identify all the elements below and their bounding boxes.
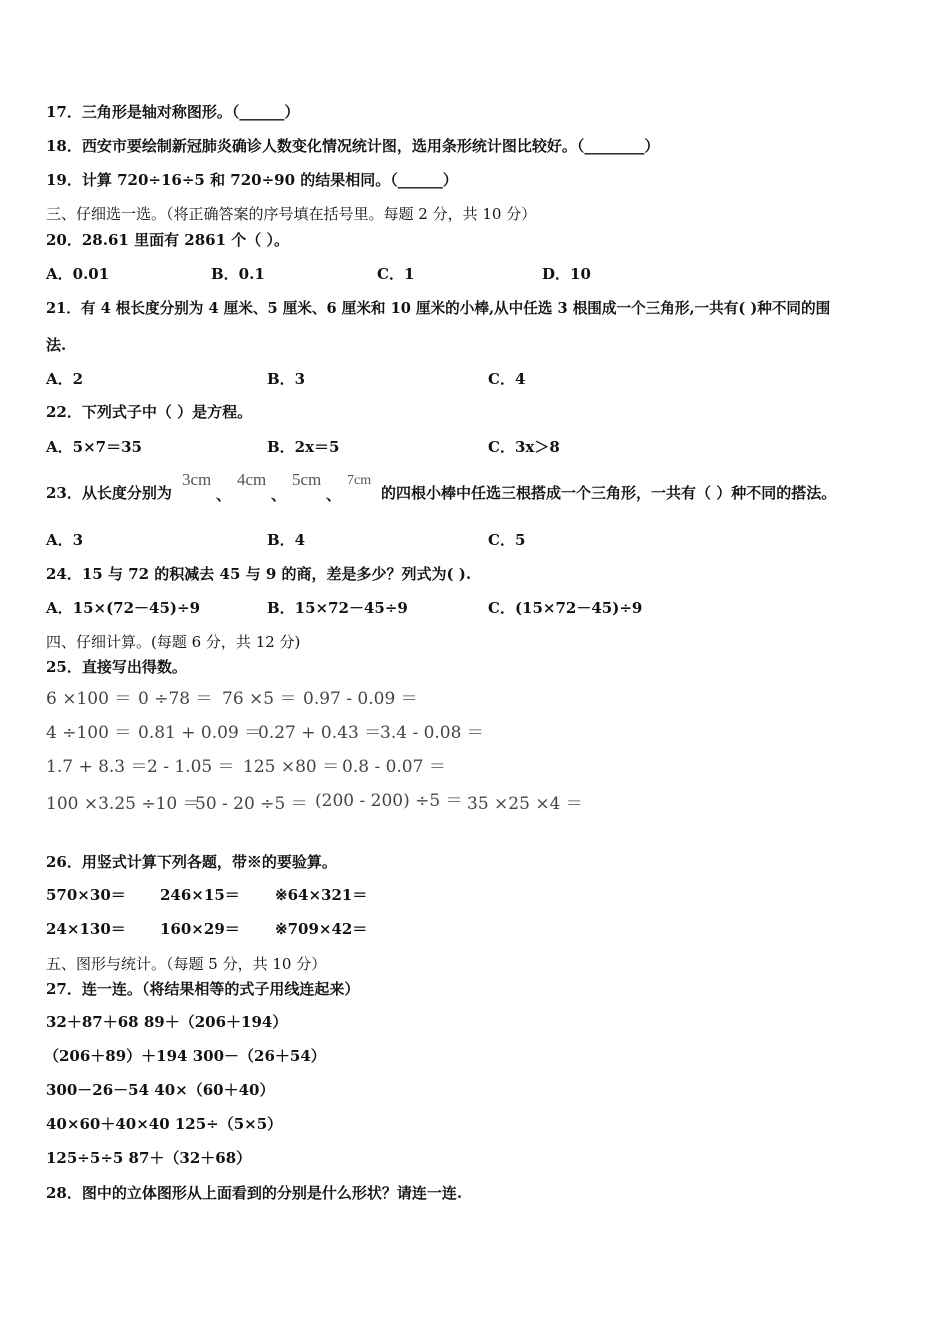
question-25-stem: 25．直接写出得数。: [46, 658, 187, 676]
q25-r1-c2: 0 ÷78 ＝: [138, 689, 213, 709]
question-18: [46, 136, 659, 156]
q27-row-1: 32＋87＋68 89＋（206＋194）: [46, 1013, 288, 1031]
q21-option-b[interactable]: B．3: [267, 370, 306, 388]
q18-text: 18．西安市要绘制新冠肺炎确诊人数变化情况统计图，选用条形统计图比较好。（: [46, 137, 585, 155]
q23-length-7cm: 7cm: [347, 473, 372, 488]
q20-option-c[interactable]: C．1: [377, 265, 415, 283]
q23-option-a[interactable]: A．3: [46, 531, 84, 549]
question-27-stem: 27．连一连。（将结果相等的式子用线连起来）: [46, 980, 360, 998]
question-24-stem: 24．15 与 72 的积减去 45 与 9 的商，差是多少？列式为( ).: [46, 565, 472, 583]
q18-answer-blank[interactable]: ________: [584, 137, 645, 155]
section-5-heading: 五、图形与统计。（每题 5 分，共 10 分）: [46, 955, 327, 973]
q25-r2-c2: 0.81 + 0.09 ＝: [138, 723, 262, 743]
question-21-stem-line1: 21．有 4 根长度分别为 4 厘米、5 厘米、6 厘米和 10 厘米的小棒,从中任选 3 根围成一个三角形,一共有( )种不同的围: [46, 300, 831, 317]
question-22-stem: 22．下列式子中（ ）是方程。: [46, 403, 253, 421]
question-23-stem-start: 23．从长度分别为: [46, 484, 172, 502]
question-28-stem: 28．图中的立体图形从上面看到的分别是什么形状？请连一连.: [46, 1184, 463, 1202]
q27-row-5: 125÷5÷5 87＋（32＋68）: [46, 1149, 252, 1167]
q25-r2-c1: 4 ÷100 ＝: [46, 723, 132, 743]
q26-r2-c3: ※709×42＝: [275, 920, 368, 938]
question-23-stem-end: 的四根小棒中任选三根搭成一个三角形，一共有（ ）种不同的搭法。: [381, 484, 837, 502]
q26-r1-c2: 246×15＝: [160, 886, 240, 904]
q25-r1-c3: 76 ×5 ＝: [222, 689, 297, 709]
q19-end: ）: [442, 171, 458, 189]
q25-r3-c2: 2 - 1.05 ＝: [147, 757, 235, 777]
q23-separator-1: 、: [216, 486, 232, 504]
q22-option-c[interactable]: C．3x＞8: [488, 438, 560, 456]
section-4-heading: 四、仔细计算。(每题 6 分，共 12 分): [46, 633, 301, 651]
q25-r4-c4: 35 ×25 ×4 ＝: [467, 794, 583, 814]
q23-length-5cm: 5cm: [292, 470, 322, 489]
q17-answer-blank[interactable]: ______: [239, 103, 285, 121]
q25-r3-c1: 1.7 + 8.3 ＝: [46, 757, 148, 777]
question-19: [46, 170, 458, 190]
q25-r4-c2: 50 - 20 ÷5 ＝: [195, 794, 308, 814]
q18-end: ）: [644, 137, 660, 155]
q26-r1-c3: ※64×321＝: [275, 886, 368, 904]
q25-r3-c4: 0.8 - 0.07 ＝: [342, 757, 446, 777]
q27-row-3: 300－26－54 40×（60＋40）: [46, 1081, 275, 1099]
question-21-stem-line2: 法.: [46, 336, 67, 354]
q25-r2-c4: 3.4 - 0.08 ＝: [380, 723, 484, 743]
q25-r4-c3: (200 - 200) ÷5 ＝: [315, 791, 463, 811]
q19-text: 19．计算 720÷16÷5 和 720÷90 的结果相同。（: [46, 171, 398, 189]
q23-option-c[interactable]: C．5: [488, 531, 526, 549]
q25-r1-c1: 6 ×100 ＝: [46, 689, 132, 709]
q27-row-2: （206＋89）＋194 300－（26＋54）: [44, 1047, 326, 1065]
q20-option-b[interactable]: B．0.1: [211, 265, 265, 283]
section-3-heading: 三、仔细选一选。（将正确答案的序号填在括号里。每题 2 分，共 10 分）: [46, 205, 537, 223]
question-26-stem: 26．用竖式计算下列各题，带※的要验算。: [46, 853, 337, 871]
q20-option-d[interactable]: D．10: [542, 265, 591, 283]
q21-option-c[interactable]: C．4: [488, 370, 526, 388]
q25-r2-c3: 0.27 + 0.43 ＝: [258, 723, 382, 743]
q24-option-b[interactable]: B．15×72－45÷9: [267, 599, 408, 617]
q24-option-a[interactable]: A．15×(72－45)÷9: [46, 599, 201, 617]
q19-answer-blank[interactable]: ______: [397, 171, 443, 189]
q25-r3-c3: 125 ×80 ＝: [243, 757, 340, 777]
q17-text: 17．三角形是轴对称图形。（: [46, 103, 240, 121]
q17-end: ）: [284, 103, 300, 121]
q23-length-4cm: 4cm: [237, 470, 267, 489]
question-20-stem: 20．28.61 里面有 2861 个（ ）。: [46, 231, 289, 249]
question-17: [46, 102, 299, 122]
q23-separator-2: 、: [271, 486, 287, 504]
q26-r2-c2: 160×29＝: [160, 920, 240, 938]
q20-option-a[interactable]: A．0.01: [46, 265, 110, 283]
q22-option-b[interactable]: B．2x＝5: [267, 438, 340, 456]
q24-option-c[interactable]: C．(15×72－45)÷9: [488, 599, 643, 617]
q23-separator-3: 、: [326, 486, 342, 504]
q22-option-a[interactable]: A．5×7＝35: [46, 438, 142, 456]
q23-length-3cm: 3cm: [182, 470, 212, 489]
q25-r4-c1: 100 ×3.25 ÷10 ＝: [46, 794, 200, 814]
q26-r2-c1: 24×130＝: [46, 920, 126, 938]
q25-r1-c4: 0.97 - 0.09 ＝: [303, 689, 418, 709]
q23-option-b[interactable]: B．4: [267, 531, 306, 549]
q26-r1-c1: 570×30＝: [46, 886, 126, 904]
q27-row-4: 40×60＋40×40 125÷（5×5）: [46, 1115, 283, 1133]
q21-option-a[interactable]: A．2: [46, 370, 84, 388]
